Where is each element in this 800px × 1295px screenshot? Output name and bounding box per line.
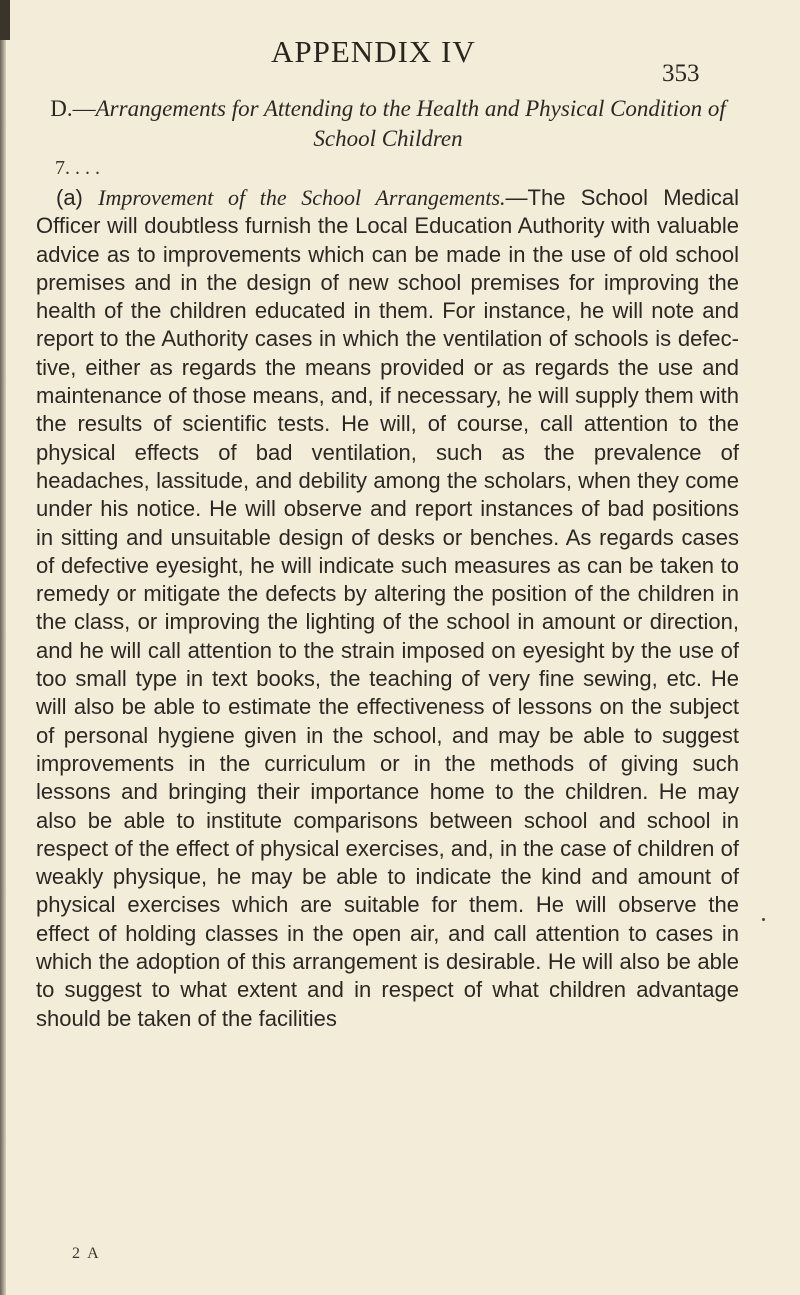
paragraph-subheading: Improvement of the School Arrangements. (98, 185, 506, 210)
section-title: Arrangements for Attending to the Health and Physical Condition of School Children (95, 96, 726, 151)
section-letter: D.— (50, 96, 96, 121)
item-number: 7. . . . (55, 157, 100, 179)
section-heading (36, 94, 740, 154)
page-gutter (0, 0, 6, 1295)
page-header (0, 34, 800, 87)
page-number: 353 (662, 60, 700, 87)
signature-mark: 2 A (72, 1245, 101, 1262)
body-paragraph (36, 184, 739, 1033)
paragraph-text: —The School Medical Officer will doubtless furnish the Local Education Authority with valuable advice as to improvements which can be made in the use of old school premises and in the design of new school premises for improving the health of the children educated in them. For instance, he will note and report to the Authority cases in which the ventilation of schools is defective, either as regards the means provided or as regards the use and maintenance of those means, and, if necessary, he will supply them with the results of scientific tests. He will, of course, call attention to the physical effects of bad ventilation, such as the prevalence of headaches, lassitude, and debility among the scholars, when they come under his notice. He will observe and report instances of bad positions in sitting and unsuitable design of desks or benches. As regards cases of defective eyesight, he will indicate such measures as can be taken to remedy or mitigate the defects by altering the position of the children in the class, or improving the lighting of the school in amount or direction, and he will call attention to the strain imposed on eyesight by the use of too small type in text books, the teaching of very fine sewing, etc. He will also be able to estimate the effectiveness of lessons on the subject of personal hygiene given in the school, and may be able to suggest improvements in the curriculum or in the methods of giving such lessons and bringing their importance home to the children. He may also be able to institute comparisons between school and school in respect of the effect of physical exercises, and, in the case of children of weakly physique, he may be able to indicate the kind and amount of physical exercises which are suitable for them. He will observe the effect of holding classes in the open air, and call attention to cases in which the adoption of this arrangement is desirable. He will also be able to suggest to what extent and in respect of what children advantage should be taken of the facilities (36, 185, 740, 1031)
paragraph-label: (a) (56, 185, 99, 210)
paper-speck (762, 918, 765, 921)
running-head: APPENDIX IV (271, 34, 476, 69)
